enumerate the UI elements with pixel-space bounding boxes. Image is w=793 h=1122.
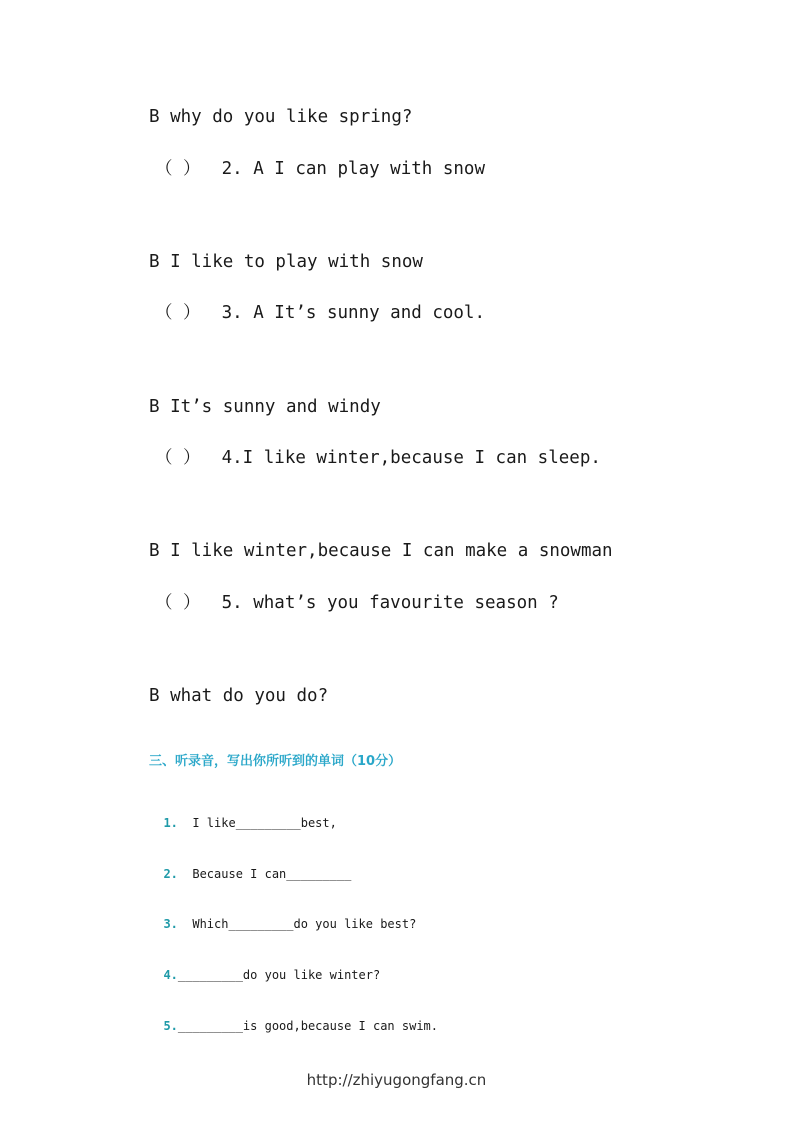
fill-item-number: 3. xyxy=(163,917,178,931)
fill-item-number: 4. xyxy=(163,968,178,982)
question-3-option-b: B It’s sunny and windy xyxy=(149,397,381,417)
fill-item-number: 5. xyxy=(163,1019,178,1033)
fill-item-text: I like_________best, xyxy=(177,816,337,830)
fill-item-text: Because I can_________ xyxy=(177,867,352,881)
question-3-option-a: （ ） 3. A It’s sunny and cool. xyxy=(155,303,486,323)
fill-item-2 xyxy=(149,853,351,881)
fill-item-5 xyxy=(149,1005,438,1033)
question-5-option-a: （ ） 5. what’s you favourite season ? xyxy=(155,593,559,613)
question-5-option-b: B what do you do? xyxy=(149,686,329,706)
question-1-option-b: B why do you like spring? xyxy=(149,107,413,127)
question-4-option-b: B I like winter,because I can make a snowman xyxy=(149,541,613,561)
fill-item-number: 2. xyxy=(163,867,178,881)
fill-item-text: Which_________do you like best? xyxy=(177,917,417,931)
question-4-option-a: （ ） 4.I like winter,because I can sleep. xyxy=(155,448,601,468)
fill-item-4 xyxy=(149,954,380,982)
fill-item-3 xyxy=(149,903,416,931)
fill-item-text: _________is good,because I can swim. xyxy=(177,1019,438,1033)
fill-item-number: 1. xyxy=(163,816,178,830)
section-3-title: 三、听录音，写出你所听到的单词（10分） xyxy=(149,754,402,769)
fill-item-1 xyxy=(149,802,337,830)
fill-item-text: _________do you like winter? xyxy=(177,968,381,982)
footer-url[interactable]: http://zhiyugongfang.cn xyxy=(306,1071,487,1089)
question-2-option-b: B I like to play with snow xyxy=(149,252,423,272)
question-2-option-a: （ ） 2. A I can play with snow xyxy=(155,159,486,179)
